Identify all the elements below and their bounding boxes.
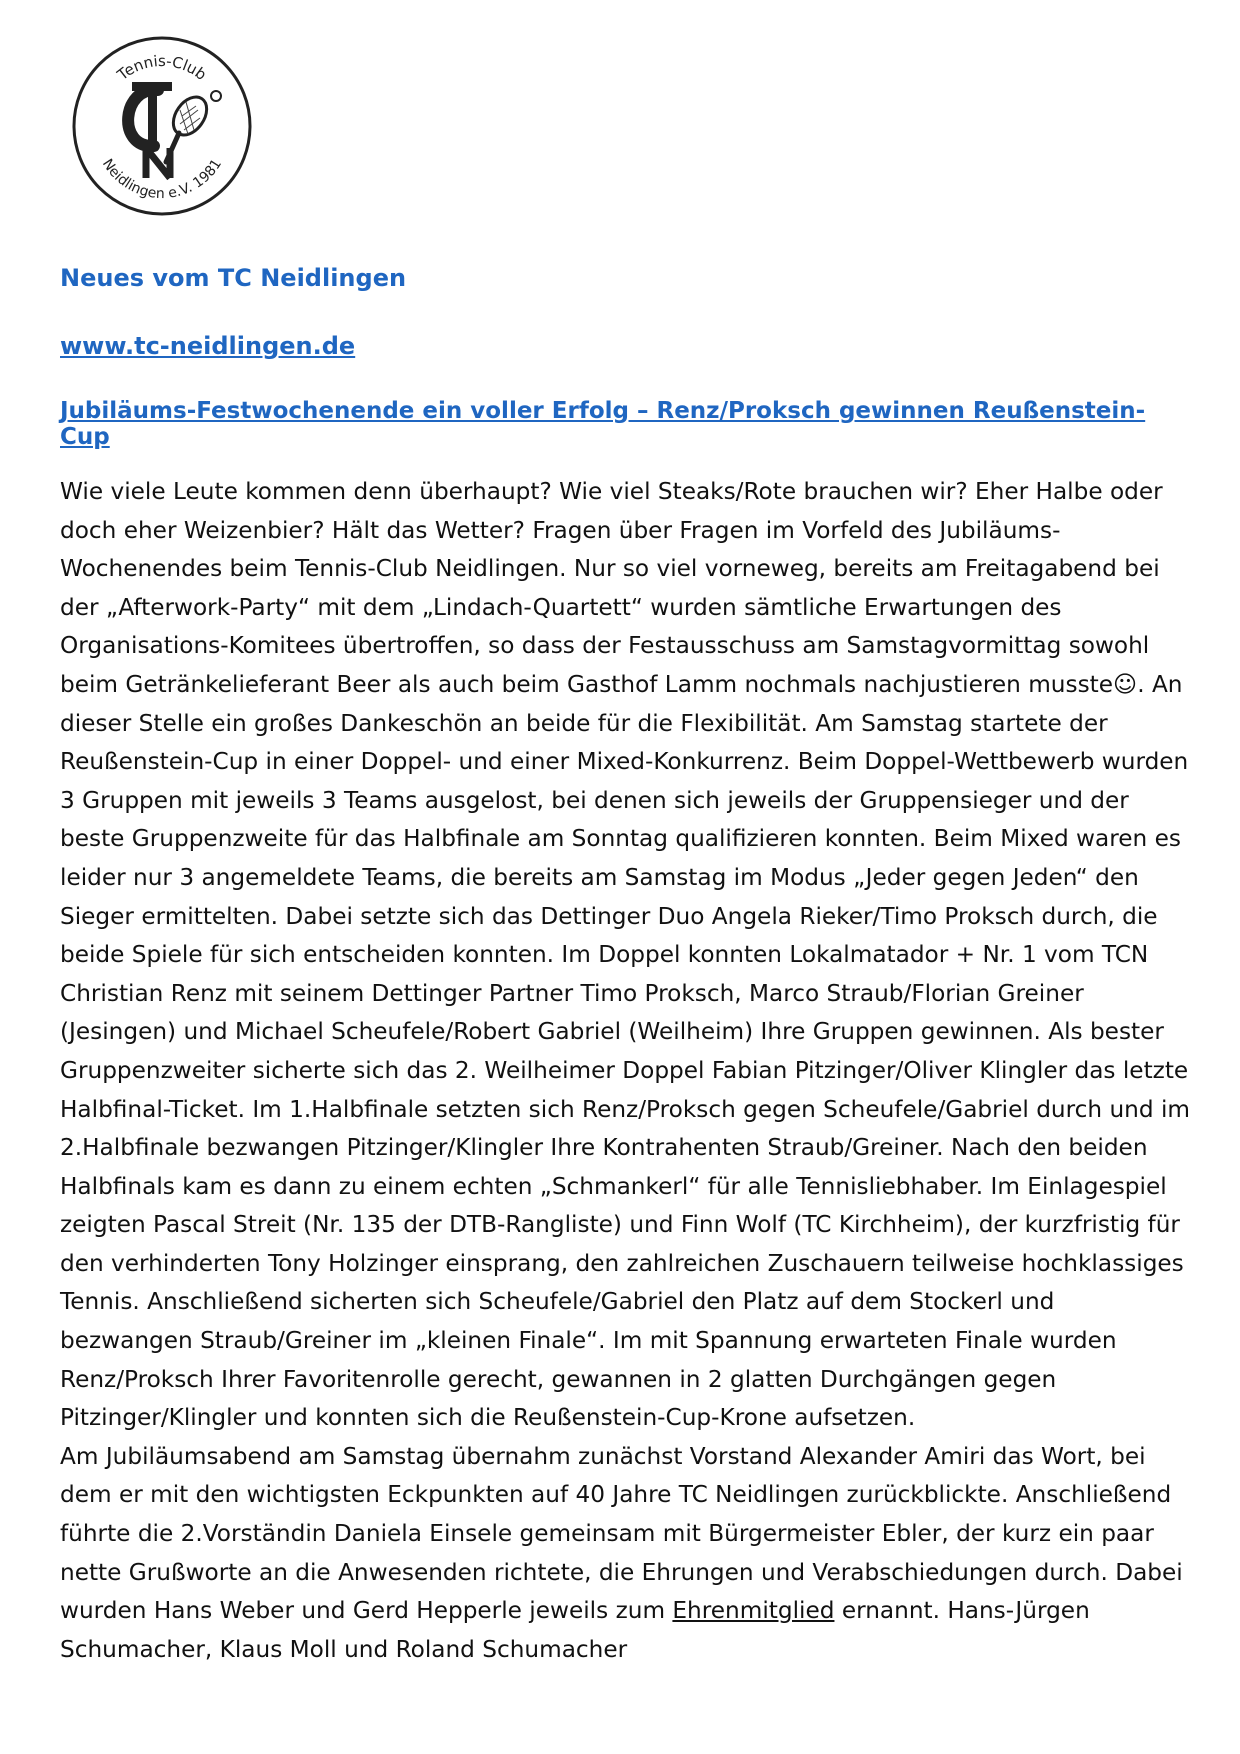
paragraph-text: Am Jubiläumsabend am Samstag übernahm zunächst Vorstand Alexander Amiri das Wort, bei dem er mit den wichtigsten Eckpunkten auf 40 Jahre TC Neidlingen zurückblickte. Anschließend führte die 2.Vorständin Daniela Einsele gemeinsam mit Bürgermeister Ebler, der kurz ein paar nette Grußworte an die Anwesenden richtete, die Ehrungen und Verabschiedungen durch. Dabei wurden Hans Weber und Gerd Hepperle jeweils zum — [60, 1442, 1183, 1625]
article-headline: Jubiläums-Festwochenende ein voller Erfolg – Renz/Proksch gewinnen Reußenstein-Cup — [60, 398, 1146, 450]
paragraph-text: ernannt. Hans-Jürgen Schumacher, Klaus Moll und Roland Schumacher — [60, 1597, 1090, 1663]
article-paragraph — [60, 1438, 1190, 1670]
logo-top-text: Tennis-Club — [113, 51, 210, 84]
article-body — [60, 473, 1190, 1669]
website-link[interactable]: www.tc-neidlingen.de — [60, 332, 356, 360]
page-title: Neues vom TC Neidlingen — [60, 264, 407, 292]
tennis-ball-icon — [211, 91, 221, 101]
club-logo — [66, 30, 258, 222]
logo-bottom-text: Neidlingen e.V. 1981 — [98, 156, 226, 203]
article-paragraph: Wie viele Leute kommen denn überhaupt? Wie viel Steaks/Rote brauchen wir? Eher Halbe oder doch eher Weizenbier? Hält das Wetter? Fragen über Fragen im Vorfeld des Jubiläums-Wochenendes beim Tennis-Club Neidlingen. Nur so viel vorneweg, bereits am Freitagabend bei der „Afterwork-Party“ mit dem „Lindach-Quartett“ wurden sämtliche Erwartungen des Organisations-Komitees übertroffen, so dass der Festausschuss am Samstagvormittag sowohl beim Getränkelieferant Beer als auch beim Gasthof Lamm nochmals nachjustieren musste☺. An dieser Stelle ein großes Dankeschön an beide für die Flexibilität. Am Samstag startete der Reußenstein-Cup in einer Doppel- und einer Mixed-Konkurrenz. Beim Doppel-Wettbewerb wurden 3 Gruppen mit jeweils 3 Teams ausgelost, bei denen sich jeweils der Gruppensieger und der beste Gruppenzweite für das Halbfinale am Sonntag qualifizieren konnten. Beim Mixed waren es leider nur 3 angemeldete Teams, die bereits am Samstag im Modus „Jeder gegen Jeden“ den Sieger ermittelten. Dabei setzte sich das Dettinger Duo Angela Rieker/Timo Proksch durch, die beide Spiele für sich entscheiden konnten. Im Doppel konnten Lokalmatador + Nr. 1 vom TCN Christian Renz mit seinem Dettinger Partner Timo Proksch, Marco Straub/Florian Greiner (Jesingen) und Michael Scheufele/Robert Gabriel (Weilheim) Ihre Gruppen gewinnen. Als bester Gruppenzweiter sicherte sich das 2. Weilheimer Doppel Fabian Pitzinger/Oliver Klingler das letzte Halbfinal-Ticket. Im 1.Halbfinale setzten sich Renz/Proksch gegen Scheufele/Gabriel durch und im 2.Halbfinale bezwangen Pitzinger/Klingler Ihre Kontrahenten Straub/Greiner. Nach den beiden Halbfinals kam es dann zu einem echten „Schmankerl“ für alle Tennisliebhaber. Im Einlagespiel zeigten Pascal Streit (Nr. 135 der DTB-Rangliste) und Finn Wolf (TC Kirchheim), der kurzfristig für den verhinderten Tony Holzinger einsprang, den zahlreichen Zuschauern teilweise hochklassiges Tennis. Anschließend sicherten sich Scheufele/Gabriel den Platz auf dem Stockerl und bezwangen Straub/Greiner im „kleinen Finale“. Im mit Spannung erwarteten Finale wurden Renz/Proksch Ihrer Favoritenrolle gerecht, gewannen in 2 glatten Durchgängen gegen Pitzinger/Klingler und konnten sich die Reußenstein-Cup-Krone aufsetzen. — [60, 478, 1190, 1432]
tennis-racket-icon — [166, 91, 214, 162]
underlined-term: Ehrenmitglied — [672, 1597, 835, 1625]
